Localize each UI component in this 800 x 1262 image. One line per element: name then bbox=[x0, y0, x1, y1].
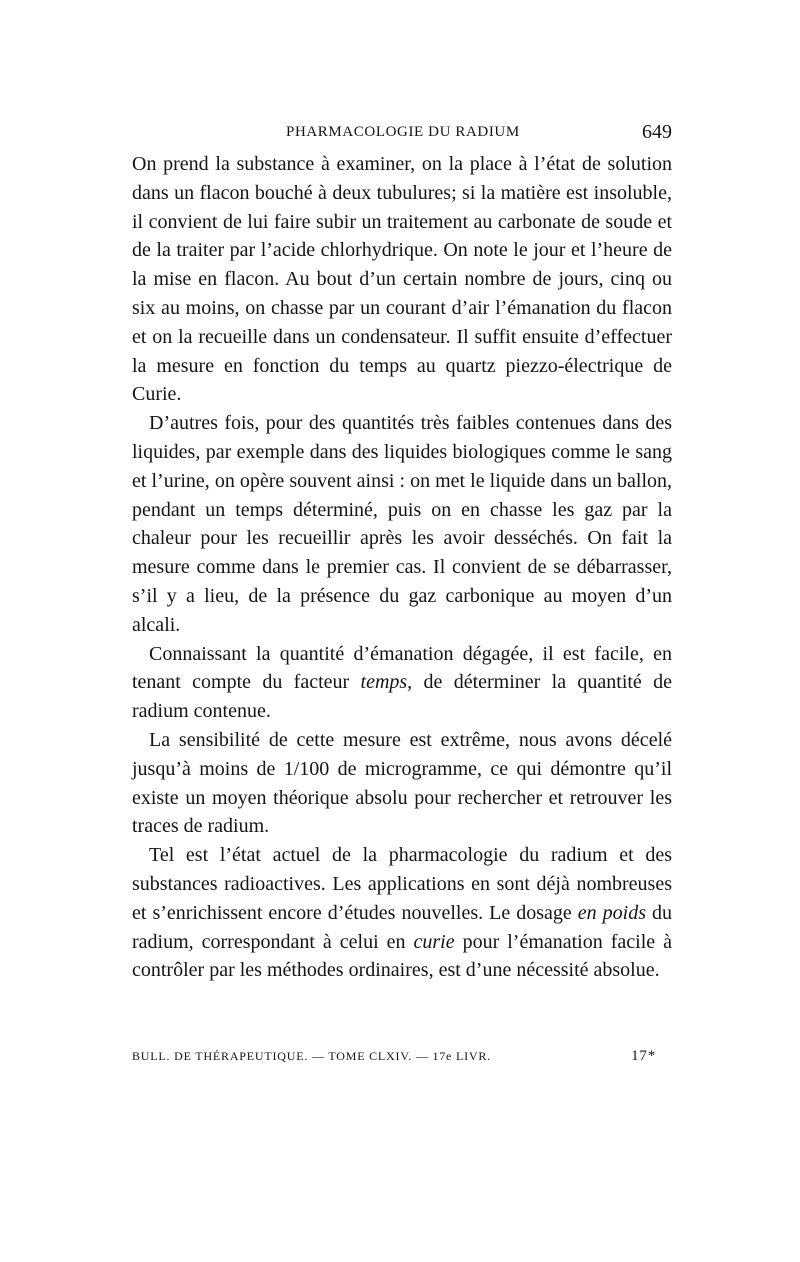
paragraph-5-italic-2: curie bbox=[413, 930, 455, 953]
page-footer bbox=[132, 1044, 656, 1068]
paragraph-5 bbox=[132, 841, 672, 985]
paragraph-5-text-a: Tel est l’état actuel de la pharmacologie du radium et des substances radioactives. Les applications en sont déjà nombreuses et s’enrichissent encore d’études nouvelles. Le dosage bbox=[132, 844, 672, 924]
paragraph-4-text: La sensibilité de cette mesure est extrême, nous avons décelé jusqu’à moins de 1/100 de microgramme, ce qui démontre qu’il existe un moyen théorique absolu pour rechercher et retrouver les traces de radium. bbox=[132, 728, 672, 838]
paragraph-5-italic-1: en poids bbox=[577, 901, 647, 924]
paragraph-3 bbox=[132, 640, 672, 726]
paragraph-5-text-c: pour l’émanation facile à contrôler par les méthodes ordinaires, est d’une nécessité absolue. bbox=[132, 930, 672, 982]
running-title: PHARMACOLOGIE DU RADIUM bbox=[286, 124, 520, 140]
paragraph-3-text-a: Connaissant la quantité d’émanation dégagée, il est facile, en tenant compte du facteur bbox=[132, 642, 672, 694]
paragraph-3-italic: temps, bbox=[360, 671, 413, 694]
paragraph-2 bbox=[132, 409, 672, 639]
signature-mark: 17* bbox=[631, 1048, 656, 1064]
running-head bbox=[132, 118, 672, 146]
journal-line: BULL. DE THÉRAPEUTIQUE. — TOME CLXIV. — 17e LIVR. bbox=[132, 1049, 491, 1063]
page-number: 649 bbox=[642, 121, 672, 143]
paragraph-1-text: On prend la substance à examiner, on la place à l’état de solution dans un flacon bouché à deux tubulures; si la matière est insoluble, il convient de lui faire subir un traitement au carbonate de soude et de la traiter par l’acide chlorhydrique. On note le jour et l’heure de la mise en flacon. Au bout d’un certain nombre de jours, cinq ou six au moins, on chasse par un courant d’air l’émanation du flacon et on la recueille dans un condensateur. Il suffit ensuite d’effectuer la mesure en fonction du temps au quartz piezzo-électrique de Curie. bbox=[132, 153, 672, 406]
paragraph-1 bbox=[132, 150, 672, 409]
paragraph-5-text-b: du radium, correspondant à celui en bbox=[132, 901, 673, 953]
paragraph-4 bbox=[132, 726, 672, 841]
paragraph-2-text: D’autres fois, pour des quantités très faibles contenues dans des liquides, par exemple dans des liquides biologiques comme le sang et l’urine, on opère souvent ainsi : on met le liquide dans un ballon, pendant un temps déterminé, puis on en chasse les gaz par la chaleur pour les recueillir après les avoir desséchés. On fait la mesure comme dans le premier cas. Il convient de se débarrasser, s’il y a lieu, de la présence du gaz carbonique au moyen d’un alcali. bbox=[132, 412, 672, 636]
body-text bbox=[132, 150, 672, 985]
paragraph-3-text-b: de déterminer la quantité de radium contenue. bbox=[132, 671, 672, 723]
